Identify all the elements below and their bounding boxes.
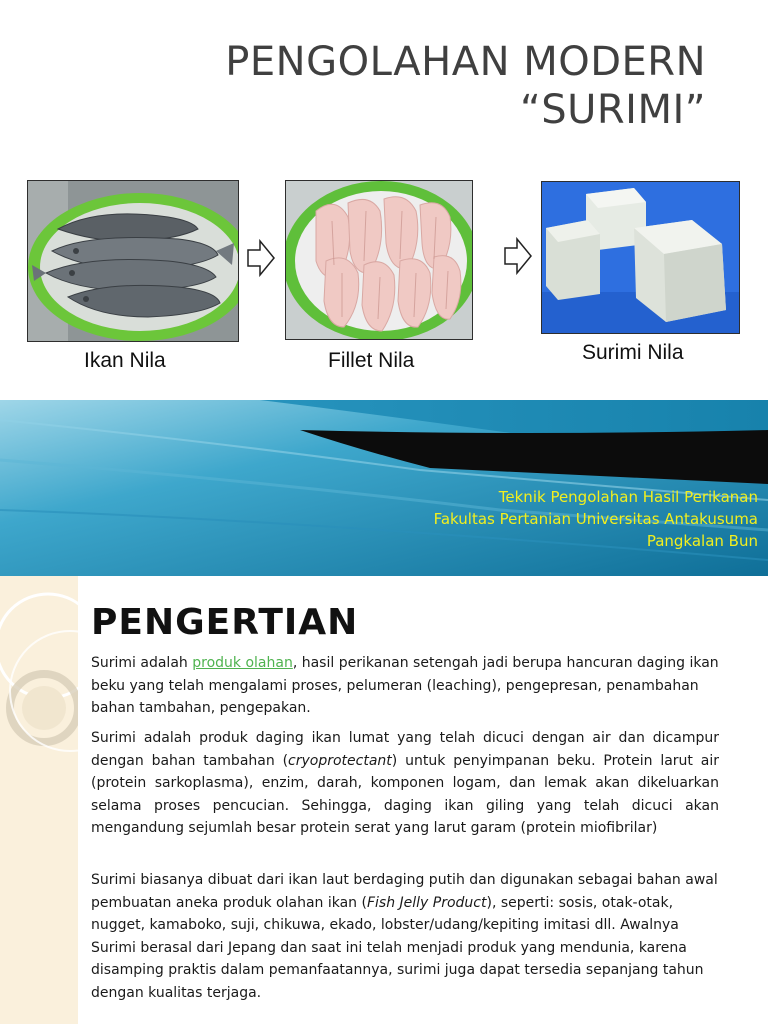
- p2-text-start: Surimi adalah produk daging ikan lumat yang telah dicuci dengan air dan dicampur dengan bahan tambahan (: [91, 730, 719, 769]
- slide-2: [0, 576, 768, 1024]
- title-line-2: “SURIMI”: [519, 87, 706, 133]
- institution-line-2: Fakultas Pertanian Universitas Antakusuma: [433, 510, 758, 528]
- section-heading: PENGERTIAN: [91, 602, 359, 643]
- slide-title: [106, 38, 706, 134]
- institution-line-1: Teknik Pengolahan Hasil Perikanan: [498, 488, 758, 506]
- institution-line-3: Pangkalan Bun: [646, 532, 758, 550]
- produk-olahan-link[interactable]: produk olahan: [192, 655, 293, 671]
- p3-text-start: Surimi biasanya dibuat dari ikan laut berdaging putih dan digunakan sebagai bahan awal pembuatan aneka produk olahan ikan (: [91, 872, 718, 911]
- paragraph-definition-1: [91, 652, 719, 720]
- p1-text-end: , hasil perikanan setengah jadi berupa hancuran daging ikan beku yang telah mengalami proses, pelumeran (leaching), pengepresan, penambahan bahan tambahan, pengepakan.: [91, 655, 719, 716]
- paragraph-definition-2: [91, 727, 719, 840]
- p2-italic-term: cryoprotectant: [288, 752, 392, 769]
- p3-italic-term: Fish Jelly Product: [366, 894, 487, 911]
- caption-surimi-nila: Surimi Nila: [582, 341, 684, 364]
- p2-text-end: ) untuk penyimpanan beku. Protein larut air (protein sarkoplasma), enzim, darah, komponen logam, dan lemak akan dikeluarkan selama proses pencucian. Sehingga, daging ikan giling yang telah dicuci akan mengandung sejumlah besar protein serat yang larut garam (protein miofibrilar): [91, 752, 719, 836]
- arrow-right-icon: [503, 236, 533, 276]
- ikan-nila-photo: [27, 180, 239, 342]
- caption-ikan-nila: Ikan Nila: [84, 349, 166, 372]
- surimi-nila-photo: [541, 181, 740, 334]
- title-line-1: PENGOLAHAN MODERN: [225, 39, 706, 85]
- institution-info: [434, 486, 758, 552]
- caption-fillet-nila: Fillet Nila: [328, 349, 415, 372]
- decorative-sidebar: [0, 576, 78, 1024]
- p1-text-start: Surimi adalah: [91, 655, 193, 671]
- paragraph-definition-3: [91, 869, 719, 1004]
- fillet-nila-photo: [285, 180, 473, 340]
- p3-text-end: ), seperti: sosis, otak-otak, nugget, kamaboko, suji, chikuwa, ekado, lobster/udang/kepiting imitasi dll. Awalnya Surimi berasal dari Jepang dan saat ini telah menjadi produk yang mendunia, karena disamping praktis dalam pemanfaatannya, surimi juga dapat tersedia sepanjang tahun dengan kualitas terjaga.: [91, 894, 704, 1001]
- arrow-right-icon: [246, 238, 276, 278]
